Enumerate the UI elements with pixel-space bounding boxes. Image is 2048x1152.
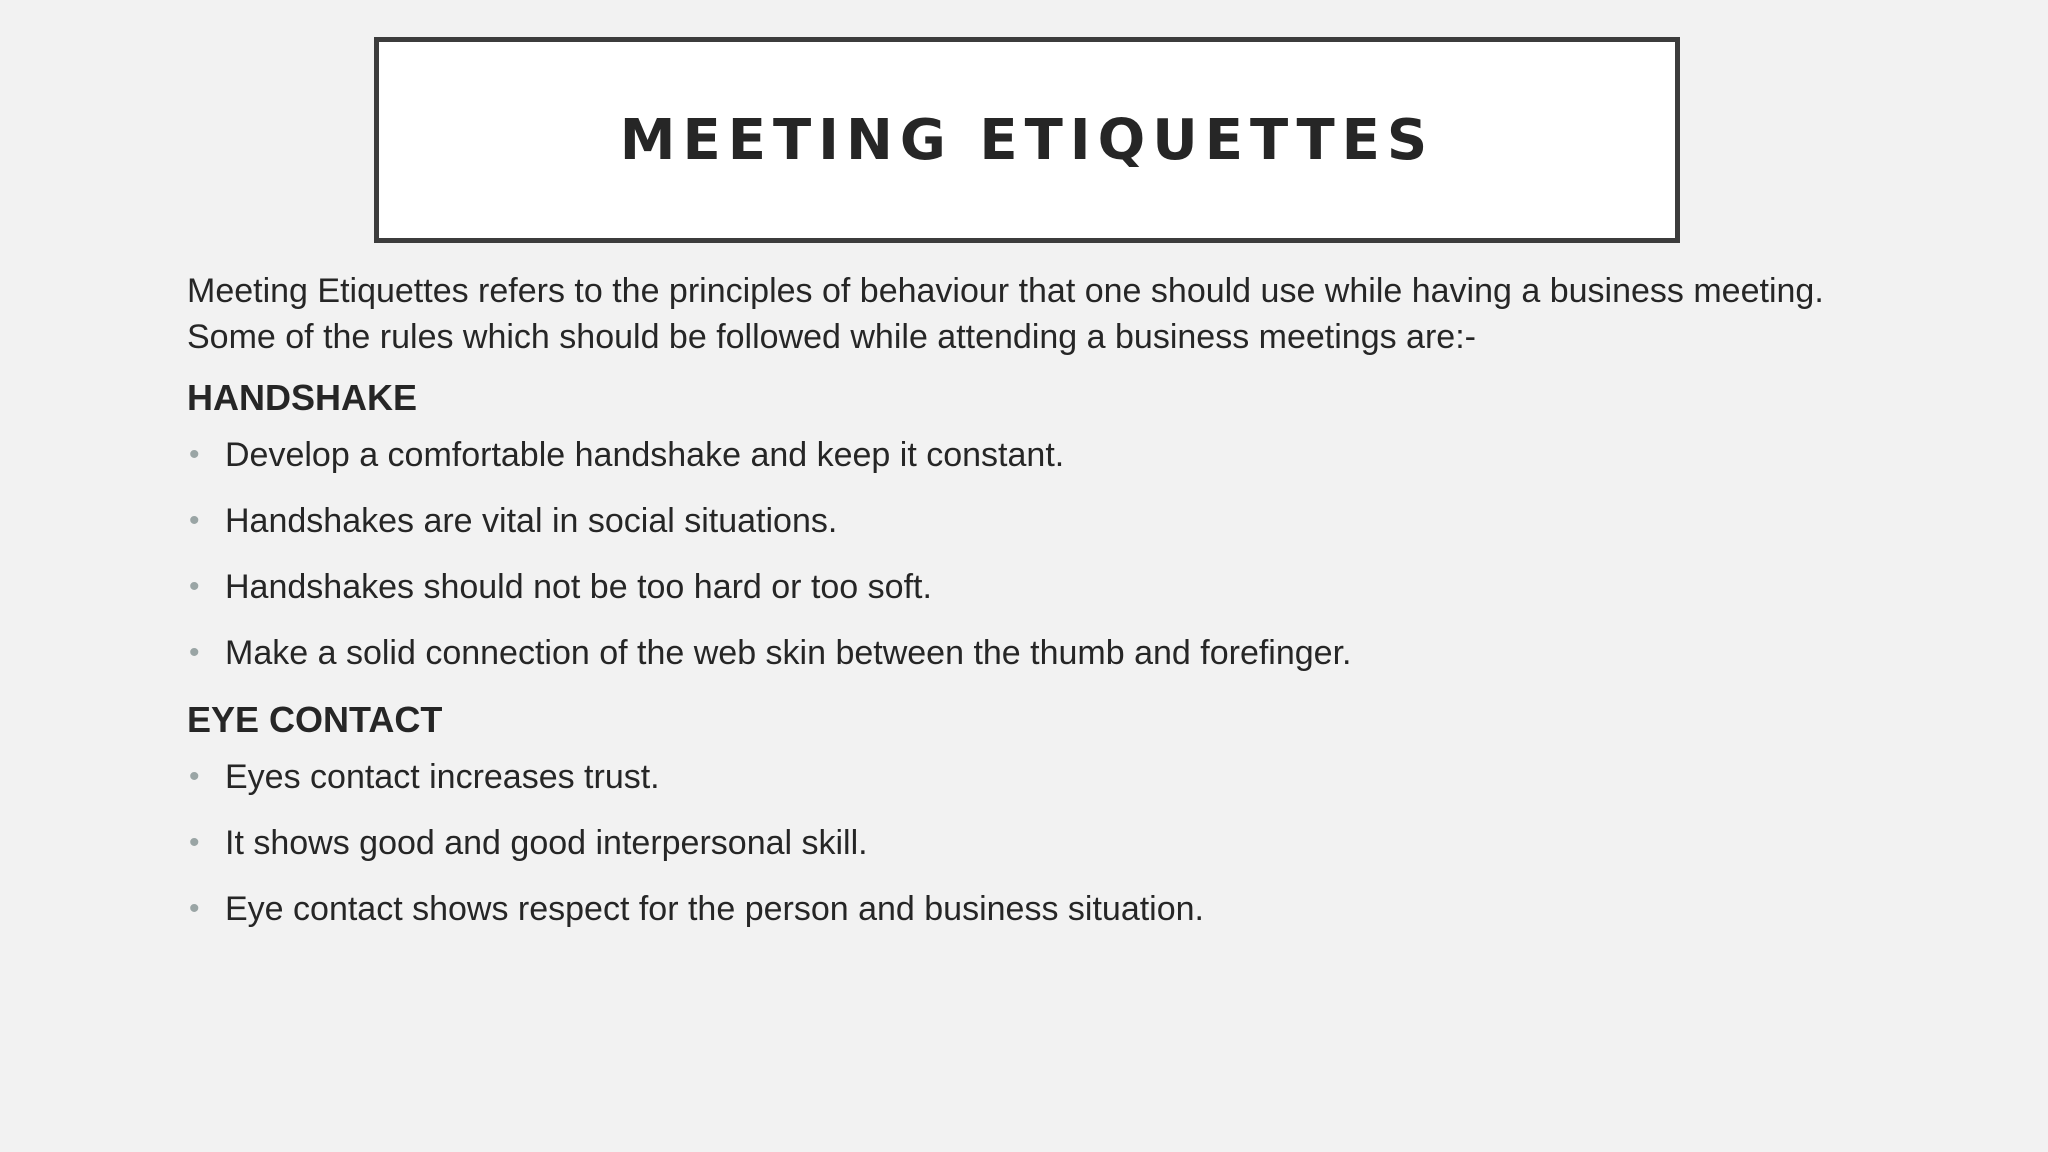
bullet-icon: •	[189, 570, 200, 603]
list-item-text: Make a solid connection of the web skin between the thumb and forefinger.	[225, 634, 1352, 672]
eye-contact-bullet-list	[187, 754, 1907, 932]
list-item-text: Eyes contact increases trust.	[225, 758, 660, 796]
list-item	[187, 432, 1907, 478]
list-item-text: Handshakes should not be too hard or too soft.	[225, 568, 932, 606]
title-box	[374, 37, 1680, 243]
slide-content	[187, 268, 1907, 952]
list-item	[187, 564, 1907, 610]
list-item-text: Eye contact shows respect for the person and business situation.	[225, 890, 1204, 928]
bullet-icon: •	[189, 826, 200, 859]
section-heading-handshake: HANDSHAKE	[187, 377, 418, 418]
bullet-icon: •	[189, 504, 200, 537]
bullet-icon: •	[189, 892, 200, 925]
list-item	[187, 886, 1907, 932]
bullet-icon: •	[189, 760, 200, 793]
handshake-bullet-list	[187, 432, 1907, 676]
list-item	[187, 630, 1907, 676]
list-item	[187, 820, 1907, 866]
intro-line-1: Meeting Etiquettes refers to the principles of behaviour that one should use while having a business meeting.	[187, 272, 1824, 310]
list-item	[187, 498, 1907, 544]
list-item-text: It shows good and good interpersonal skill.	[225, 824, 868, 862]
section-heading-eye-contact: EYE CONTACT	[187, 699, 443, 740]
slide-title: MEETING ETIQUETTES	[619, 107, 1435, 173]
list-item-text: Develop a comfortable handshake and keep it constant.	[225, 436, 1065, 474]
intro-paragraph	[187, 268, 1907, 360]
list-item-text: Handshakes are vital in social situations.	[225, 502, 838, 540]
bullet-icon: •	[189, 636, 200, 669]
bullet-icon: •	[189, 438, 200, 471]
intro-line-2: Some of the rules which should be followed while attending a business meetings are:-	[187, 318, 1476, 356]
list-item	[187, 754, 1907, 800]
